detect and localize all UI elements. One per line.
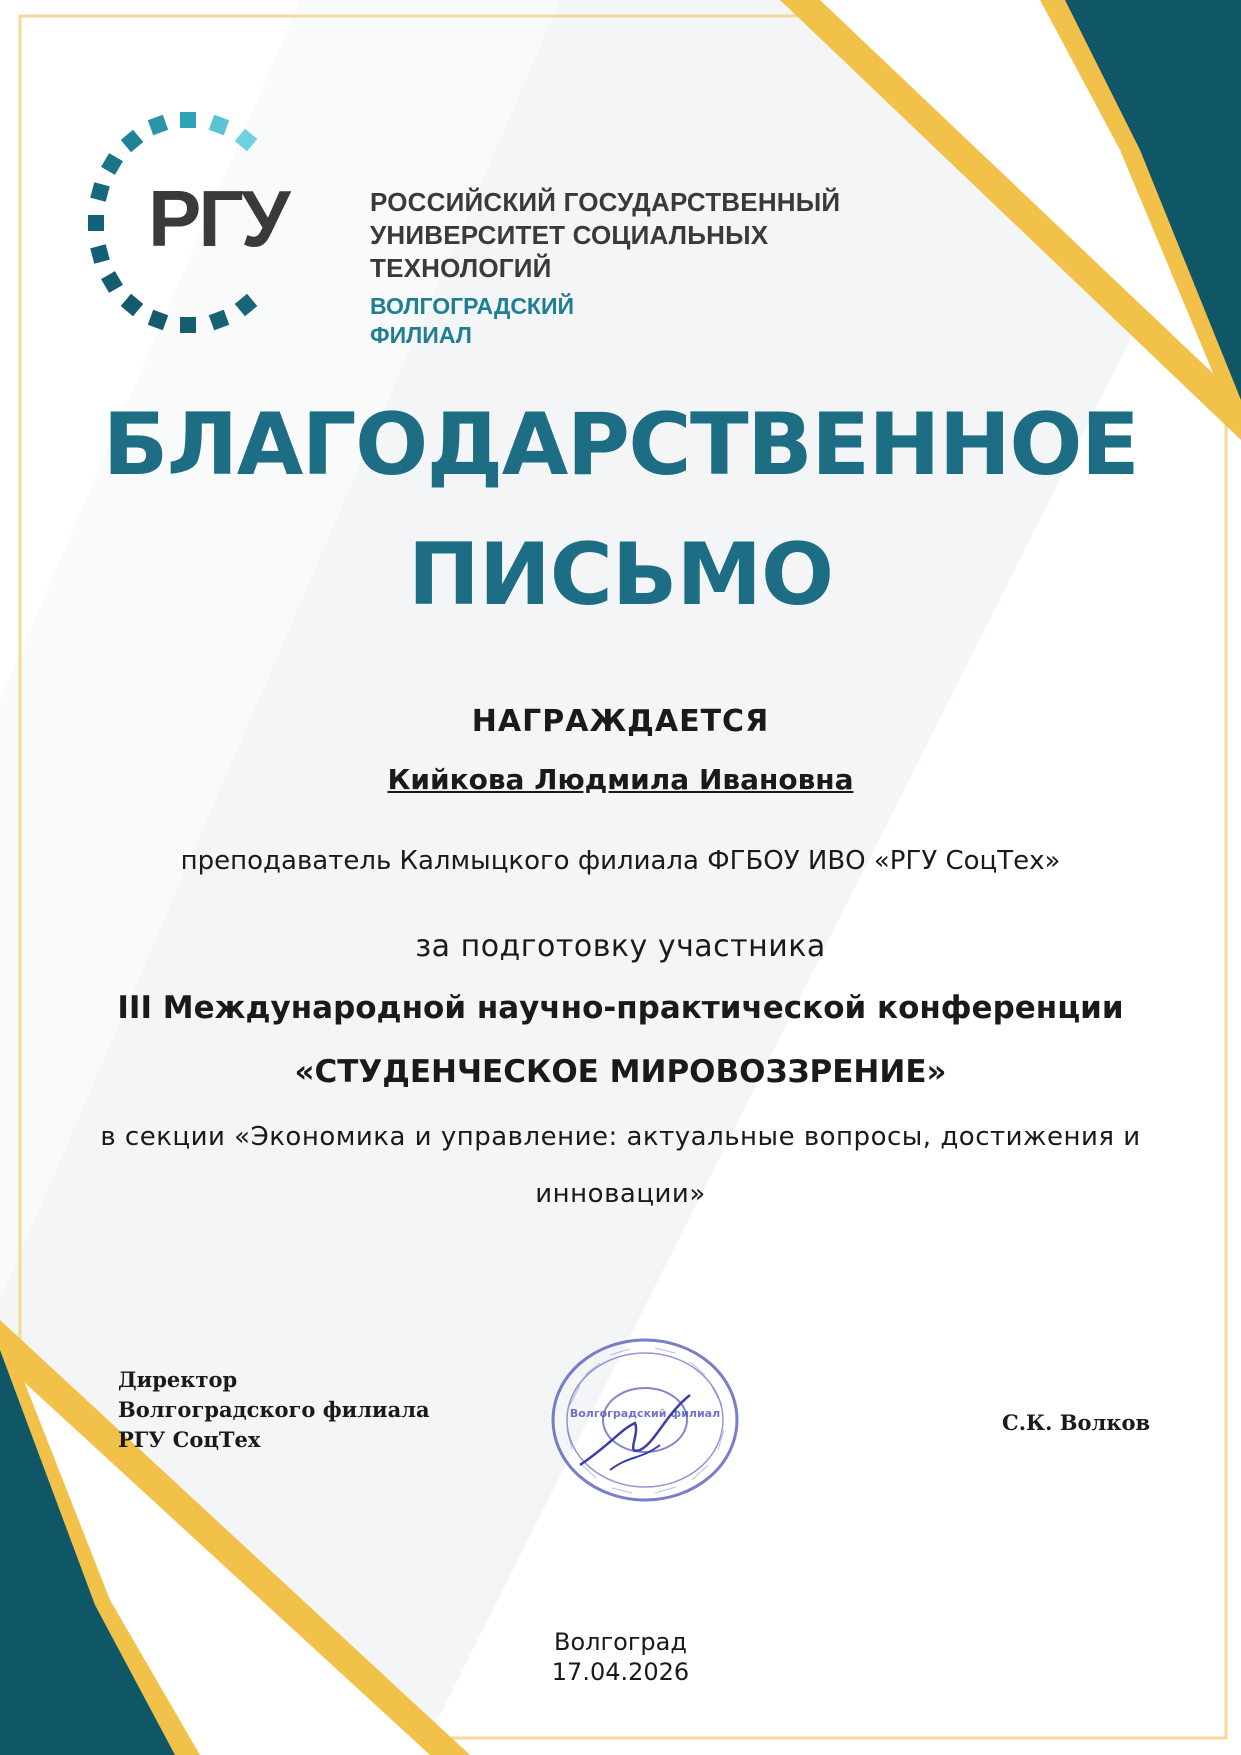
logo-organization-name xyxy=(370,186,840,349)
awarded-heading: НАГРАЖДАЕТСЯ xyxy=(471,704,770,739)
signatory-role-line-2: Волгоградского филиала xyxy=(118,1397,430,1422)
branch-name-line-2: ФИЛИАЛ xyxy=(370,322,472,348)
section-line-2: инновации» xyxy=(535,1179,706,1209)
signatory-role-line-1: Директор xyxy=(118,1367,238,1392)
signatory-role-line-3: РГУ СоцТех xyxy=(118,1427,261,1452)
footer-city: Волгоград xyxy=(554,1628,687,1656)
recipient-name: Кийкова Людмила Ивановна xyxy=(387,763,854,796)
org-name-line-3: ТЕХНОЛОГИЙ xyxy=(370,253,552,283)
branch-name-line-1: ВОЛГОГРАДСКИЙ xyxy=(370,293,575,319)
letter-title-line-1: БЛАГОДАРСТВЕННОЕ xyxy=(102,395,1139,495)
signature-stroke xyxy=(580,1395,690,1465)
conference-name: «СТУДЕНЧЕСКОЕ МИРОВОЗЗРЕНИЕ» xyxy=(294,1054,947,1090)
official-stamp xyxy=(540,1335,750,1505)
signatory-role xyxy=(118,1365,430,1455)
org-name-line-1: РОССИЙСКИЙ ГОСУДАРСТВЕННЫЙ xyxy=(370,187,841,217)
signatory-name: С.К. Волков xyxy=(1002,1410,1151,1435)
stamp-center-text: Волгоградский филиал xyxy=(569,1407,721,1420)
section-line-1: в секции «Экономика и управление: актуальные вопросы, достижения и xyxy=(100,1122,1141,1152)
footer-date: 17.04.2026 xyxy=(551,1658,690,1686)
letter-title-line-2: ПИСЬМО xyxy=(407,525,834,625)
award-reason: за подготовку участника xyxy=(415,929,826,964)
signature-stroke-2 xyxy=(610,1445,660,1470)
conference-title: III Международной научно-практической конференции xyxy=(117,990,1124,1026)
recipient-position: преподаватель Калмыцкого филиала ФГБОУ ИВО «РГУ СоцТех» xyxy=(180,846,1061,876)
university-logo xyxy=(72,108,362,358)
org-name-line-2: УНИВЕРСИТЕТ СОЦИАЛЬНЫХ xyxy=(370,220,769,250)
logo-mark: РГУ xyxy=(148,174,288,263)
